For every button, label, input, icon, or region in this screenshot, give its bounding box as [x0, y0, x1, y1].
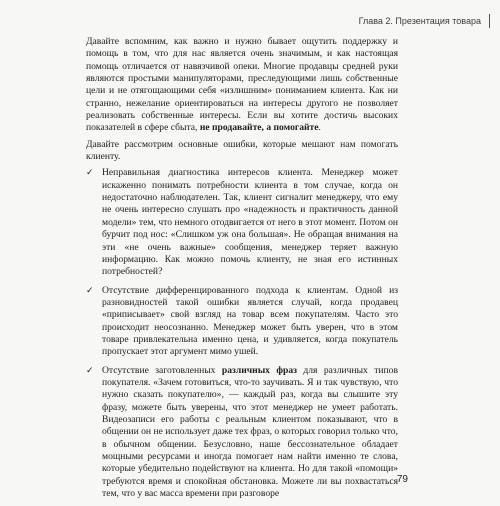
- paragraph-1-text: Давайте вспомним, как важно и нужно бывает ощутить поддержку и помощь в том, что для нас является очень значимым, и как настоящая помощь отличается от навязчивой опеки. Многие продавцы средней руки являются простыми манипуляторами, преследующими лишь собственные цели и не отягощающими себя «излишним» пониманием клиента. Как ни странно, нежелание ориентироваться на интересы другого не позволяет реализовать собственные интересы. Если вы хотите достичь высоких показателей в сфере сбыта,: [86, 36, 398, 134]
- bullet-1-text: Неправильная диагностика интересов клиента. Менеджер может искаженно понимать потребности клиента в том случае, когда он недостаточно наблюдателен. Так, клиент сигналит менеджеру, что ему не очень интересно слушать про «надежность и практичность данной модели» тем, что немного отодвигается от него в этот момент. Потом он бурчит под нос: «Слишком уж она большая». Не обращая внимания на эти «не очень важные» сообщения, менеджер теряет важную информацию. Как можно помочь клиенту, не зная его истинных потребностей?: [102, 167, 398, 278]
- paragraph-1: [86, 36, 398, 135]
- bullet-item-1: [86, 167, 398, 278]
- paragraph-2: Давайте рассмотрим основные ошибки, которые мешают нам помогать клиенту.: [86, 138, 398, 163]
- check-icon: ✓: [86, 365, 94, 376]
- bullet-2-text: Отсутствие дифференцированного подхода к клиентам. Одной из разновидностей такой ошибки является случай, когда продавец «приписывает» свой взгляд на товар всем покупателям. Часто это происходит неосознанно. Менеджер может быть уверен, что в этом товаре привлекательна именно цена, и удивляется, когда покупатель пропускает этот аргумент мимо ушей.: [102, 284, 398, 358]
- paragraph-1-end: .: [318, 122, 321, 134]
- check-icon: ✓: [86, 168, 94, 179]
- page-number: 79: [396, 474, 408, 485]
- bullet-item-2: [86, 285, 398, 359]
- bullet-item-3: [86, 365, 398, 501]
- running-head: [359, 14, 490, 28]
- check-icon: ✓: [86, 285, 94, 296]
- bullet-3-end: для различных типов покупателя. «Зачем готовиться, что-то заучивать. Я и так чувствую, что нужно сказать покупателю», — каждый раз, когда вы слышите эту фразу, можете быть уверены, что этот менеджер не умеет работать. Видеозаписи его работы с реальным клиентом показывают, что в общении он не использует даже тех фраз, о которых говорил только что, в обычном общении. Безусловно, наше бессознательное обладает мощными ресурсами и иногда помогает нам найти именно те слова, которые убедительно подействуют на клиента. Но для такой «помощи» требуются время и спокойная обстановка. Можете ли вы похвастаться тем, что у вас масса времени при разговоре: [102, 364, 398, 500]
- header-divider: [489, 14, 490, 28]
- chapter-title: Глава 2. Презентация товара: [358, 16, 481, 26]
- paragraph-1-emphasis: не продавайте, а помогайте: [199, 122, 319, 134]
- bullet-3-emphasis: различных фраз: [221, 364, 297, 376]
- bullet-3-start: Отсутствие заготовленных: [102, 364, 216, 376]
- text-body: [86, 36, 398, 506]
